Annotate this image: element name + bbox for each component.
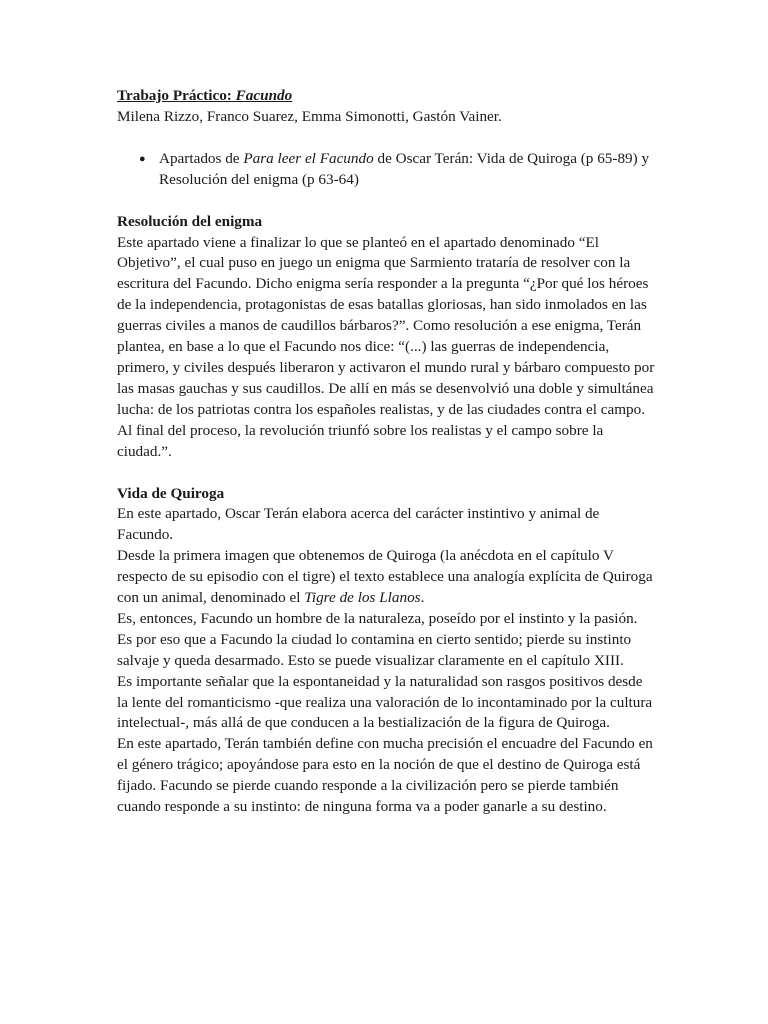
section-heading-vida: Vida de Quiroga [117, 484, 225, 502]
sources-list [117, 149, 656, 191]
authors-line: Milena Rizzo, Franco Suarez, Emma Simonotti, Gastón Vainer. [117, 107, 502, 125]
bullet-text-pre: Apartados de [159, 149, 244, 167]
paragraph-gap [117, 463, 656, 484]
paragraph-vida-2-end: . [420, 589, 425, 607]
document-title [117, 86, 656, 107]
paragraph-vida-5: En este apartado, Terán también define con mucha precisión el encuadre del Facundo en el género trágico; apoyándose para esto en la noción de que el destino de Quiroga está fijado. Facundo se pierde cuando responde a la civilización pero se pierde también cuando responde a su instinto: de ninguna forma va a poder ganarle a su destino. [117, 735, 653, 816]
paragraph-vida-4: Es importante señalar que la espontaneidad y la naturalidad son rasgos positivos desde la lente del romanticismo -que realiza una valoración de lo incontaminado por la cultura intelectual-, más allá de que conducen a la bestialización de la figura de Quiroga. [117, 672, 653, 732]
section-body-resolucion: Este apartado viene a finalizar lo que se planteó en el apartado denominado “El Objetivo”, el cual puso en juego un enigma que Sarmiento trataría de resolver con la escritura del Facundo. Dicho enigma sería responder a la pregunta “¿Por qué los héroes de la independencia, protagonistas de esas batallas gloriosas, han sido inmolados en las guerras civiles a manos de caudillos bárbaros?”. Como resolución a ese enigma, Terán plantea, en base a lo que el Facundo nos dice: “(...) las guerras de independencia, primero, y civiles después liberaron y activaron el mundo rural y bárbaro compuesto por las masas gauchas y sus caudillos. De allí en más se desenvolvió una doble y simultánea lucha: de los patriotas contra los españoles realistas, y de las ciudades contra el campo. Al final del proceso, la revolución triunfó sobre los realistas y el campo sobre la ciudad.”. [117, 233, 655, 460]
paragraph-vida-2-text: Desde la primera imagen que obtenemos de Quiroga (la anécdota en el capítulo V respecto de su episodio con el tigre) el texto establece una analogía explícita de Quiroga con un animal, denominado el [117, 547, 653, 607]
paragraph-vida-2 [117, 546, 656, 609]
bullet-icon: ● [139, 152, 146, 165]
tigre-de-los-llanos: Tigre de los Llanos [304, 589, 421, 607]
paragraph-vida-1: En este apartado, Oscar Terán elabora acerca del carácter instintivo y animal de Facundo. [117, 505, 600, 544]
paragraph-vida-3: Es, entonces, Facundo un hombre de la naturaleza, poseído por el instinto y la pasión. Es por eso que a Facundo la ciudad lo contamina en cierto sentido; pierde su instinto salvaje y queda desarmado. Esto se puede visualizar claramente en el capítulo XIII. [117, 609, 638, 669]
section-heading-resolucion: Resolución del enigma [117, 212, 263, 230]
title-work: Facundo [235, 87, 293, 104]
bullet-text-post: de Oscar Terán: Vida de Quiroga (p 65-89) y Resolución del enigma (p 63-64) [159, 149, 650, 188]
title-prefix: Trabajo Práctico: [117, 87, 236, 104]
title-text [117, 87, 292, 104]
book-title: Para leer el Facundo [243, 149, 374, 167]
list-item [117, 149, 656, 191]
